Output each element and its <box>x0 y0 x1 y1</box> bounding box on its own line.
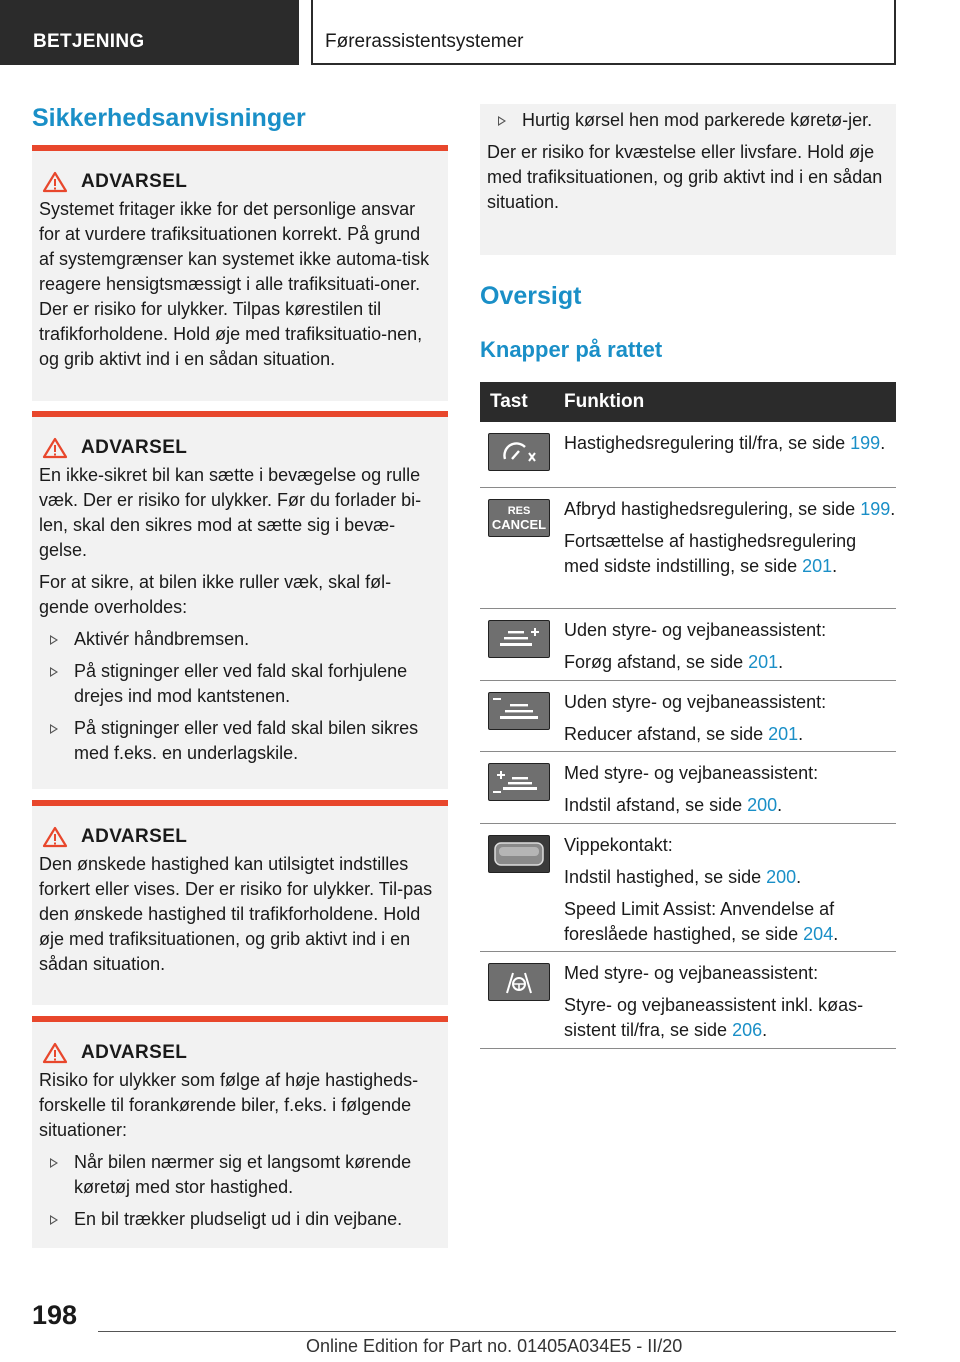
distance-minus-icon <box>491 696 547 726</box>
warning-triangle-icon <box>42 826 68 848</box>
function-cell: Vippekontakt: Indstil hastighed, se side 200. Speed Limit Assist: Anvendelse af foreslåede hastighed, se side 204. <box>564 835 839 944</box>
warning-title: ADVARSEL <box>81 437 188 458</box>
res-cancel-button: RES CANCEL <box>488 499 550 537</box>
key-cell <box>480 681 564 751</box>
table-header <box>480 382 896 422</box>
header-chapter-tab <box>311 0 896 65</box>
warning-title: ADVARSEL <box>81 1042 188 1063</box>
function-cell: Uden styre- og vejbaneassistent: Reducer afstand, se side 201. <box>564 692 827 744</box>
page-link[interactable]: 199 <box>850 433 881 453</box>
key-cell <box>480 609 564 680</box>
page-link[interactable]: 200 <box>766 867 797 887</box>
warning-text: Der er risiko for kvæstelse eller livsfare. Hold øje med trafiksituationen, og grib aktivt ind i en sådan situation. <box>487 142 883 212</box>
key-cell <box>480 824 564 951</box>
warning-list <box>39 1150 440 1232</box>
warning-text: For at sikre, at bilen ikke ruller væk, skal føl-gende overholdes: <box>39 572 392 617</box>
warning-header <box>39 1042 440 1064</box>
safety-heading: Sikkerhedsanvisninger <box>32 104 306 132</box>
warning-box-4 <box>32 1016 448 1248</box>
page-link[interactable]: 204 <box>803 924 834 944</box>
warning-header <box>39 437 440 459</box>
warning-triangle-icon <box>42 171 68 193</box>
steering-buttons-heading: Knapper på rattet <box>480 337 663 362</box>
buttons-table <box>480 382 896 1049</box>
page-link[interactable]: 206 <box>732 1020 763 1040</box>
header-section-label: BETJENING <box>33 31 145 52</box>
warning-title: ADVARSEL <box>81 171 188 192</box>
function-cell: Med styre- og vejbaneassistent: Styre- og vejbaneassistent inkl. køas-sistent til/fra, se side 206. <box>564 963 864 1040</box>
footer-divider <box>98 1331 896 1332</box>
cruise-control-button <box>488 433 550 471</box>
warning-text: En ikke-sikret bil kan sætte i bevægelse og rulle væk. Der er risiko for ulykker. Før du forlader bi-len, skal den sikres mod at sætte sig i bevæ-gelse. <box>39 465 422 560</box>
warning-triangle-icon <box>42 437 68 459</box>
edition-text: Online Edition for Part no. 01405A034E5 - II/20 <box>306 1336 683 1356</box>
warning-header <box>39 826 440 848</box>
header-chapter-label: Førerassistentsystemer <box>325 31 524 52</box>
table-row <box>480 824 896 952</box>
page-link[interactable]: 200 <box>747 795 778 815</box>
cruise-control-icon <box>497 439 541 465</box>
warning-text: Risiko for ulykker som følge af høje hastigheds-forskelle til forankørende biler, f.eks. i følgende situationer: <box>39 1070 419 1140</box>
table-row <box>480 952 896 1049</box>
list-item: På stigninger eller ved fald skal forhjulene drejes ind mod kantstenen. <box>39 659 440 709</box>
overview-heading: Oversigt <box>480 282 582 310</box>
distance-set-button <box>488 763 550 801</box>
column-header-key: Tast <box>490 391 528 412</box>
steering-assistant-icon <box>491 967 547 997</box>
warning-text: Den ønskede hastighed kan utilsigtet indstilles forkert eller vises. Der er risiko for ulykker. Til-pas den ønskede hastighed til trafikforholdene. Hold øje med trafiksituationen, og grib aktivt ind i en sådan situation. <box>39 854 433 974</box>
function-cell: Uden styre- og vejbaneassistent: Forøg afstand, se side 201. <box>564 620 827 672</box>
function-cell: Hastighedsregulering til/fra, se side 199. <box>564 433 886 453</box>
distance-rocker-icon <box>491 767 547 797</box>
warning-text: Systemet fritager ikke for det personlige ansvar for at vurdere trafiksituationen korrekt. På grund af systemgrænser kan systemet ikke automa-tisk reagere hensigtsmæssigt i alle trafiksituati-oner. Der er risiko for ulykker. Tilpas kørestilen til trafikforholdene. Hold øje med trafiksituatio-nen, og grib aktivt ind i en sådan situation. <box>39 199 430 369</box>
warning-box-2 <box>32 411 448 789</box>
page-link[interactable]: 201 <box>802 556 833 576</box>
continued-warning-box <box>480 104 896 255</box>
distance-increase-button <box>488 620 550 658</box>
distance-plus-icon <box>494 625 544 653</box>
list-item: Hurtig kørsel hen mod parkerede køretø-jer. <box>487 108 886 133</box>
warning-box-3 <box>32 800 448 1005</box>
page-link[interactable]: 199 <box>860 499 891 519</box>
column-header-function: Funktion <box>564 391 645 412</box>
list-item: En bil trækker pludseligt ud i din vejbane. <box>39 1207 440 1232</box>
warning-header <box>39 171 440 193</box>
page-link[interactable]: 201 <box>768 724 799 744</box>
table-row <box>480 488 896 609</box>
header-section-tab <box>0 0 299 65</box>
rocker-switch-icon <box>491 839 547 869</box>
table-row <box>480 422 896 488</box>
key-cell <box>480 422 564 487</box>
table-row <box>480 752 896 824</box>
distance-decrease-button <box>488 692 550 730</box>
rocker-switch <box>488 835 550 873</box>
table-row <box>480 609 896 681</box>
steering-assist-button <box>488 963 550 1001</box>
list-item: På stigninger eller ved fald skal bilen sikres med f.eks. en underlagskile. <box>39 716 440 766</box>
list-item: Når bilen nærmer sig et langsomt kørende køretøj med stor hastighed. <box>39 1150 440 1200</box>
warning-list <box>39 627 440 766</box>
key-cell <box>480 752 564 823</box>
warning-triangle-icon <box>42 1042 68 1064</box>
key-cell <box>480 952 564 1048</box>
warning-title: ADVARSEL <box>81 826 188 847</box>
function-cell: Afbryd hastighedsregulering, se side 199. Fortsættelse af hastighedsregulering med sidste indstilling, se side 201. <box>564 499 896 576</box>
key-cell <box>480 488 564 608</box>
page-link[interactable]: 201 <box>748 652 779 672</box>
table-row <box>480 681 896 752</box>
warning-list <box>487 108 886 133</box>
warning-box-1 <box>32 145 448 401</box>
page-number: 198 <box>32 1300 78 1330</box>
function-cell: Med styre- og vejbaneassistent: Indstil afstand, se side 200. <box>564 763 819 815</box>
list-item: Aktivér håndbremsen. <box>39 627 440 652</box>
